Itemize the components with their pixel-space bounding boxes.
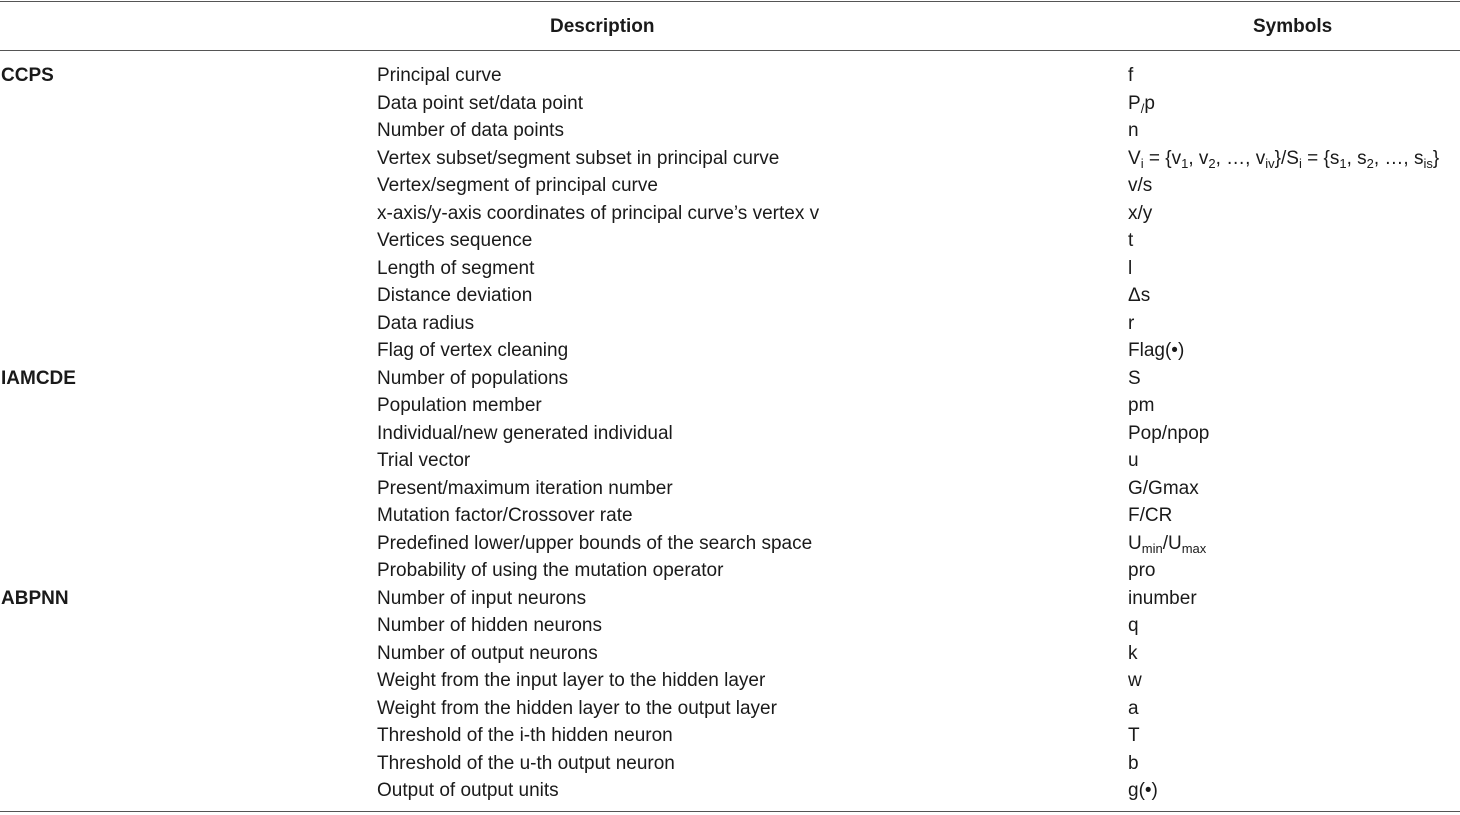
symbol-cell: F/CR <box>1128 505 1173 526</box>
symbol-cell: T <box>1128 725 1140 746</box>
description-cell: Length of segment <box>377 257 535 279</box>
table-row <box>0 502 1460 530</box>
table-row <box>0 640 1460 668</box>
symbol-cell: u <box>1128 450 1139 471</box>
description-cell: Population member <box>377 395 542 416</box>
description-cell: Threshold of the u-th output neuron <box>377 752 675 774</box>
description-cell: Number of populations <box>377 367 569 389</box>
description-cell: Principal curve <box>377 65 502 86</box>
description-cell: Predefined lower/upper bounds of the search space <box>377 532 813 554</box>
symbol-cell: k <box>1128 642 1138 664</box>
symbol-cell: n <box>1128 120 1139 141</box>
table-row <box>0 200 1460 228</box>
table-row <box>0 62 1460 90</box>
symbol-cell: a <box>1128 697 1139 719</box>
symbol-cell: l <box>1128 257 1133 279</box>
group-label: ABPNN <box>1 587 69 609</box>
description-cell: x-axis/y-axis coordinates of principal curve’s vertex v <box>377 202 820 224</box>
symbol-cell: f <box>1128 65 1134 86</box>
symbol-cell: pm <box>1128 395 1155 416</box>
description-cell: Threshold of the i-th hidden neuron <box>377 725 673 746</box>
symbol-cell: w <box>1128 670 1142 691</box>
description-cell: Number of input neurons <box>377 587 587 609</box>
description-cell: Vertex subset/segment subset in principal curve <box>377 147 780 169</box>
symbol-cell: Pop/npop <box>1128 422 1210 444</box>
table-row <box>0 392 1460 420</box>
group-label: CCPS <box>1 65 54 86</box>
table-top-rule <box>0 1 1460 2</box>
symbol-cell: inumber <box>1128 587 1197 609</box>
table-row <box>0 777 1460 805</box>
table-row <box>0 282 1460 310</box>
description-cell: Data point set/data point <box>377 92 583 114</box>
table-row <box>0 612 1460 640</box>
description-cell: Number of data points <box>377 120 564 141</box>
table-bottom-rule <box>0 811 1460 812</box>
description-cell: Individual/new generated individual <box>377 422 673 444</box>
table-row <box>0 310 1460 338</box>
description-cell: Probability of using the mutation operator <box>377 560 724 581</box>
column-header-symbols: Symbols <box>1253 16 1333 37</box>
table-row <box>0 172 1460 200</box>
group-label: IAMCDE <box>1 367 76 389</box>
symbol-cell: G/Gmax <box>1128 477 1199 499</box>
description-cell: Present/maximum iteration number <box>377 477 673 499</box>
table-row <box>0 475 1460 503</box>
symbol-cell: r <box>1128 312 1135 334</box>
table-row <box>0 585 1460 613</box>
table-row <box>0 722 1460 750</box>
symbol-cell: b <box>1128 752 1139 774</box>
description-cell: Output of output units <box>377 780 559 801</box>
table-row <box>0 117 1460 145</box>
description-cell: Trial vector <box>377 450 471 471</box>
description-cell: Number of hidden neurons <box>377 615 602 636</box>
description-cell: Flag of vertex cleaning <box>377 340 569 361</box>
table-row <box>0 90 1460 118</box>
table-header-rule <box>0 50 1460 51</box>
column-header-description: Description <box>550 16 655 37</box>
table-row <box>0 750 1460 778</box>
table-row <box>0 447 1460 475</box>
symbol-cell: x/y <box>1128 202 1153 224</box>
description-cell: Data radius <box>377 312 475 334</box>
symbol-cell: pro <box>1128 560 1156 581</box>
description-cell: Distance deviation <box>377 285 533 306</box>
table-row <box>0 667 1460 695</box>
description-cell: Vertex/segment of principal curve <box>377 175 658 196</box>
description-cell: Number of output neurons <box>377 642 598 664</box>
symbol-cell: v/s <box>1128 175 1153 196</box>
table-row <box>0 695 1460 723</box>
symbol-cell: q <box>1128 615 1139 636</box>
symbol-cell: t <box>1128 230 1134 251</box>
table-row <box>0 420 1460 448</box>
symbol-cell: Δs <box>1128 285 1151 306</box>
symbol-cell: $U_{min}/U_{max}$ <box>1128 532 1207 556</box>
description-cell: Vertices sequence <box>377 230 533 251</box>
description-cell: Weight from the hidden layer to the output layer <box>377 697 777 719</box>
table-row <box>0 227 1460 255</box>
table-row <box>0 530 1460 558</box>
description-cell: Mutation factor/Crossover rate <box>377 505 633 526</box>
table-body <box>0 62 1460 805</box>
symbol-cell: g(•) <box>1128 780 1158 801</box>
symbol-cell: $P_/p$ <box>1128 92 1155 116</box>
table-row <box>0 365 1460 393</box>
table-row <box>0 557 1460 585</box>
symbol-cell: $V_i = \{v_1$, $v_2$, …, $v_{iv}\}/S_i = \{s_1$, $s_2$, …, $s_{is}$} <box>1128 147 1440 171</box>
table-row <box>0 255 1460 283</box>
symbol-cell: Flag(•) <box>1128 340 1185 361</box>
description-cell: Weight from the input layer to the hidden layer <box>377 670 766 691</box>
symbol-cell: S <box>1128 367 1141 389</box>
table-row <box>0 145 1460 173</box>
table-row <box>0 337 1460 365</box>
